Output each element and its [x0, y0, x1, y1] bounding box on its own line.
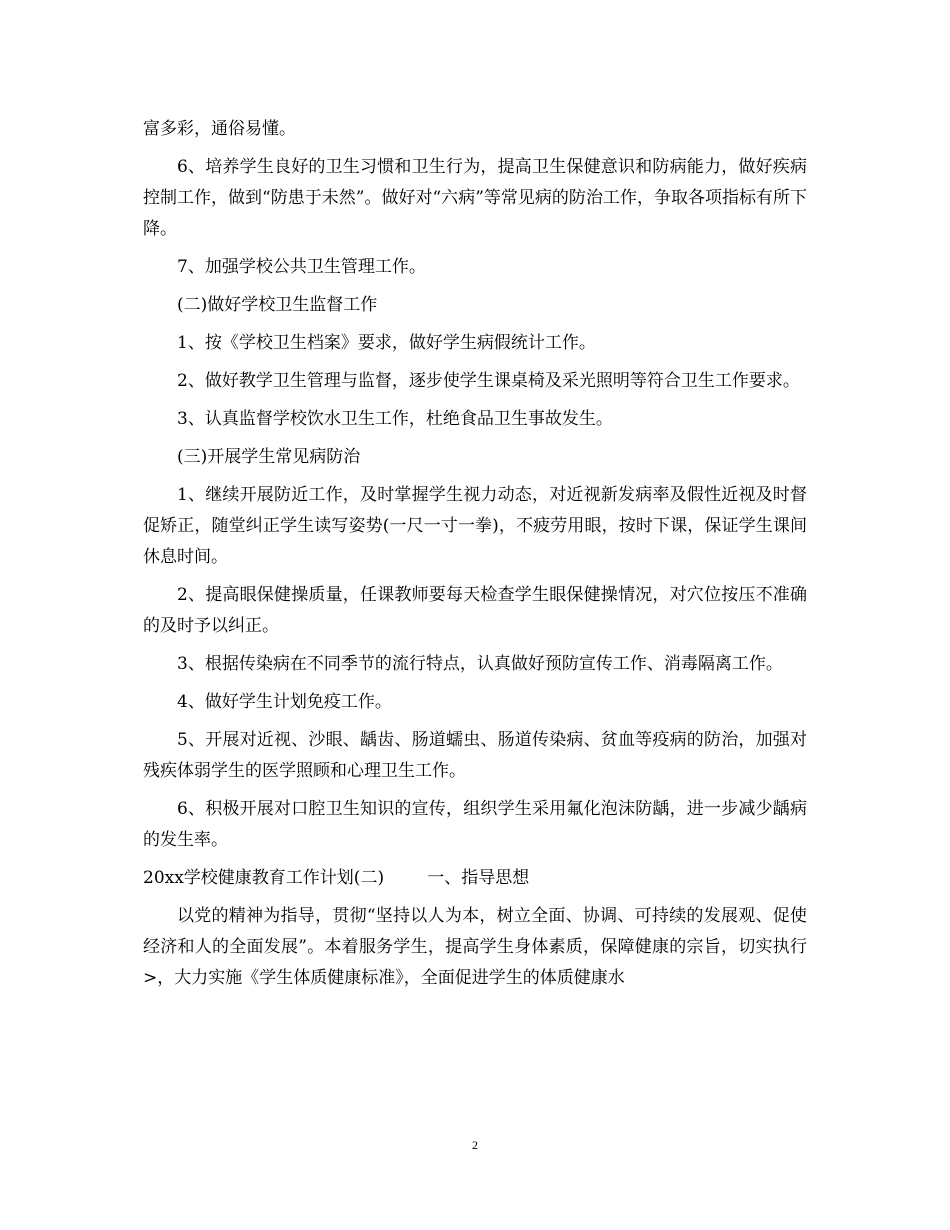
- paragraph: 1、按《学校卫生档案》要求，做好学生病假统计工作。: [177, 333, 596, 353]
- paragraph: 6、培养学生良好的卫生习惯和卫生行为，提高卫生保健意识和防病能力，做好疾病控制工作，做到“防患于未然”。做好对“六病”等常见病的防治工作，争取各项指标有所下降。: [143, 157, 807, 239]
- paragraph: 3、认真监督学校饮水卫生工作，杜绝食品卫生事故发生。: [177, 409, 613, 429]
- paragraph: 7、加强学校公共卫生管理工作。: [177, 257, 426, 277]
- paragraph: 1、继续开展防近工作，及时掌握学生视力动态，对近视新发病率及假性近视及时督促矫正，随堂纠正学生读写姿势(一尺一寸一拳)，不疲劳用眼，按时下课，保证学生课间休息时间。: [143, 485, 807, 567]
- document-title-line: 20xx学校健康教育工作计划(二) 一、指导思想: [143, 868, 530, 888]
- paragraph: 以党的精神为指导，贯彻“坚持以人为本，树立全面、协调、可持续的发展观、促使经济和人的全面发展”。本着服务学生，提高学生身体素质，保障健康的宗旨，切实执行>，大力实施《学生体质健康标准》，全面促进学生的体质健康水: [143, 906, 807, 988]
- paragraph: 4、做好学生计划免疫工作。: [177, 692, 392, 712]
- paragraph: 富多彩，通俗易懂。: [143, 119, 296, 139]
- page-number: 2: [472, 1138, 478, 1152]
- section-heading: (二)做好学校卫生监督工作: [177, 295, 378, 315]
- section-heading: (三)开展学生常见病防治: [177, 447, 361, 467]
- paragraph: 3、根据传染病在不同季节的流行特点，认真做好预防宣传工作、消毒隔离工作。: [177, 654, 783, 674]
- paragraph: 5、开展对近视、沙眼、龋齿、肠道蠕虫、肠道传染病、贫血等疫病的防治，加强对残疾体弱学生的医学照顾和心理卫生工作。: [143, 730, 807, 781]
- paragraph: 2、提高眼保健操质量，任课教师要每天检查学生眼保健操情况，对穴位按压不准确的及时予以纠正。: [143, 585, 807, 636]
- paragraph: 6、积极开展对口腔卫生知识的宣传，组织学生采用氟化泡沫防龋，进一步减少龋病的发生率。: [143, 799, 807, 850]
- document-body: [143, 114, 807, 1001]
- paragraph: 2、做好教学卫生管理与监督，逐步使学生课桌椅及采光照明等符合卫生工作要求。: [177, 371, 800, 391]
